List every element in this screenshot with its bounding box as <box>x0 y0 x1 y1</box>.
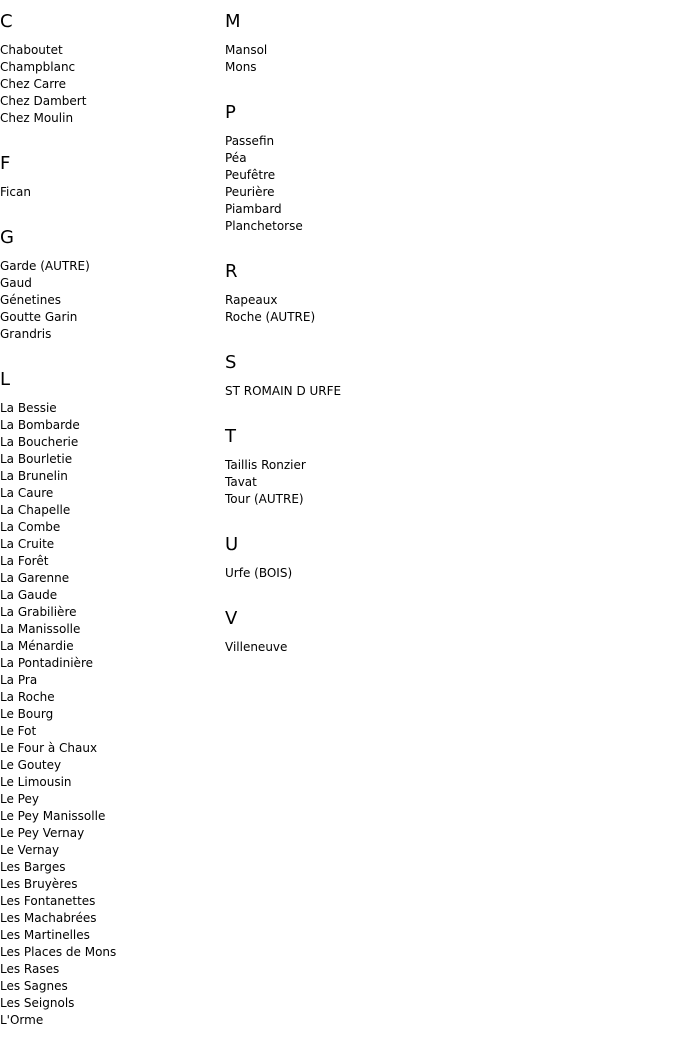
place-link-le-fot[interactable]: Le Fot <box>0 724 37 738</box>
place-link-tour-autre[interactable]: Tour (AUTRE) <box>225 492 304 506</box>
place-link-tavat[interactable]: Tavat <box>225 475 257 489</box>
place-list <box>0 258 220 343</box>
section-letter-heading: P <box>225 102 236 123</box>
place-link-villeneuve[interactable]: Villeneuve <box>225 640 288 654</box>
section-letter-heading: M <box>225 11 241 32</box>
place-link-le-pey-vernay[interactable]: Le Pey Vernay <box>0 826 85 840</box>
place-link-le-vernay[interactable]: Le Vernay <box>0 843 60 857</box>
place-link-les-bruyeres[interactable]: Les Bruyères <box>0 877 78 891</box>
place-link-peuriere[interactable]: Peurière <box>225 185 275 199</box>
place-link-gaud[interactable]: Gaud <box>0 276 32 290</box>
section-v <box>225 597 525 656</box>
place-link-chaboutet[interactable]: Chaboutet <box>0 43 63 57</box>
place-link-la-bombarde[interactable]: La Bombarde <box>0 418 80 432</box>
place-link-grandris[interactable]: Grandris <box>0 327 52 341</box>
place-link-genetines[interactable]: Génetines <box>0 293 61 307</box>
place-link-chez-moulin[interactable]: Chez Moulin <box>0 111 74 125</box>
place-list <box>225 42 525 76</box>
place-link-peufetre[interactable]: Peufêtre <box>225 168 276 182</box>
section-letter-heading: R <box>225 261 238 282</box>
left-column <box>0 0 220 1029</box>
place-link-planchetorse[interactable]: Planchetorse <box>225 219 303 233</box>
section-f <box>0 142 220 216</box>
place-link-les-fontanettes[interactable]: Les Fontanettes <box>0 894 96 908</box>
place-link-urfe-bois[interactable]: Urfe (BOIS) <box>225 566 293 580</box>
section-m <box>225 0 525 91</box>
section-u <box>225 523 525 597</box>
place-link-la-bessie[interactable]: La Bessie <box>0 401 57 415</box>
section-letter-heading: C <box>0 11 13 32</box>
place-link-garde-autre[interactable]: Garde (AUTRE) <box>0 259 90 273</box>
place-link-la-chapelle[interactable]: La Chapelle <box>0 503 71 517</box>
section-spacer <box>225 508 525 523</box>
place-link-le-goutey[interactable]: Le Goutey <box>0 758 62 772</box>
section-spacer <box>225 582 525 597</box>
place-link-la-foret[interactable]: La Forêt <box>0 554 49 568</box>
place-list <box>225 292 525 326</box>
section-letter-heading: U <box>225 534 239 555</box>
place-link-les-places-de-mons[interactable]: Les Places de Mons <box>0 945 117 959</box>
place-link-la-caure[interactable]: La Caure <box>0 486 54 500</box>
section-spacer <box>0 127 220 142</box>
place-list <box>225 565 525 582</box>
place-link-la-gaude[interactable]: La Gaude <box>0 588 58 602</box>
place-link-mansol[interactable]: Mansol <box>225 43 268 57</box>
section-spacer <box>225 76 525 91</box>
place-link-champblanc[interactable]: Champblanc <box>0 60 76 74</box>
place-link-l-orme[interactable]: L'Orme <box>0 1013 44 1027</box>
place-link-st-romain-d-urfe[interactable]: ST ROMAIN D URFE <box>225 384 342 398</box>
place-link-le-pey[interactable]: Le Pey <box>0 792 39 806</box>
place-link-la-pra[interactable]: La Pra <box>0 673 38 687</box>
place-link-taillis-ronzier[interactable]: Taillis Ronzier <box>225 458 306 472</box>
place-link-le-limousin[interactable]: Le Limousin <box>0 775 72 789</box>
place-link-rapeaux[interactable]: Rapeaux <box>225 293 278 307</box>
place-link-la-brunelin[interactable]: La Brunelin <box>0 469 68 483</box>
place-list <box>225 457 525 508</box>
place-link-les-sagnes[interactable]: Les Sagnes <box>0 979 68 993</box>
place-link-la-boucherie[interactable]: La Boucherie <box>0 435 79 449</box>
place-link-piambard[interactable]: Piambard <box>225 202 282 216</box>
place-link-roche-autre[interactable]: Roche (AUTRE) <box>225 310 316 324</box>
section-s <box>225 341 525 415</box>
place-link-la-grabiliere[interactable]: La Grabilière <box>0 605 77 619</box>
place-link-la-garenne[interactable]: La Garenne <box>0 571 70 585</box>
section-p <box>225 91 525 250</box>
place-list <box>225 133 525 235</box>
section-letter-heading: T <box>225 426 236 447</box>
place-link-les-machabrees[interactable]: Les Machabrées <box>0 911 97 925</box>
section-r <box>225 250 525 341</box>
place-list <box>0 42 220 127</box>
section-spacer <box>0 343 220 358</box>
place-link-les-martinelles[interactable]: Les Martinelles <box>0 928 90 942</box>
place-link-le-four-a-chaux[interactable]: Le Four à Chaux <box>0 741 98 755</box>
place-link-fican[interactable]: Fican <box>0 185 31 199</box>
right-column <box>225 0 525 656</box>
section-spacer <box>225 235 525 250</box>
place-link-chez-carre[interactable]: Chez Carre <box>0 77 66 91</box>
section-l <box>0 358 220 1029</box>
section-c <box>0 0 220 142</box>
section-letter-heading: G <box>0 227 14 248</box>
section-letter-heading: L <box>0 369 11 390</box>
place-link-la-combe[interactable]: La Combe <box>0 520 61 534</box>
place-link-la-manissolle[interactable]: La Manissolle <box>0 622 81 636</box>
place-list <box>225 639 525 656</box>
place-link-la-menardie[interactable]: La Ménardie <box>0 639 74 653</box>
place-list <box>225 383 525 400</box>
section-spacer <box>0 201 220 216</box>
place-link-le-bourg[interactable]: Le Bourg <box>0 707 54 721</box>
place-link-les-barges[interactable]: Les Barges <box>0 860 66 874</box>
section-spacer <box>225 400 525 415</box>
place-link-la-pontadiniere[interactable]: La Pontadinière <box>0 656 93 670</box>
place-link-passefin[interactable]: Passefin <box>225 134 275 148</box>
place-link-chez-dambert[interactable]: Chez Dambert <box>0 94 87 108</box>
place-link-le-pey-manissolle[interactable]: Le Pey Manissolle <box>0 809 106 823</box>
place-link-la-roche[interactable]: La Roche <box>0 690 55 704</box>
section-g <box>0 216 220 358</box>
section-t <box>225 415 525 523</box>
section-letter-heading: V <box>225 608 238 629</box>
place-link-les-rases[interactable]: Les Rases <box>0 962 60 976</box>
section-letter-heading: S <box>225 352 237 373</box>
place-list <box>0 184 220 201</box>
section-letter-heading: F <box>0 153 11 174</box>
place-link-la-bourletie[interactable]: La Bourletie <box>0 452 73 466</box>
place-link-goutte-garin[interactable]: Goutte Garin <box>0 310 78 324</box>
section-spacer <box>225 326 525 341</box>
place-list <box>0 400 220 1029</box>
place-link-la-cruite[interactable]: La Cruite <box>0 537 55 551</box>
place-link-pea[interactable]: Péa <box>225 151 247 165</box>
place-link-les-seignols[interactable]: Les Seignols <box>0 996 75 1010</box>
place-link-mons[interactable]: Mons <box>225 60 257 74</box>
